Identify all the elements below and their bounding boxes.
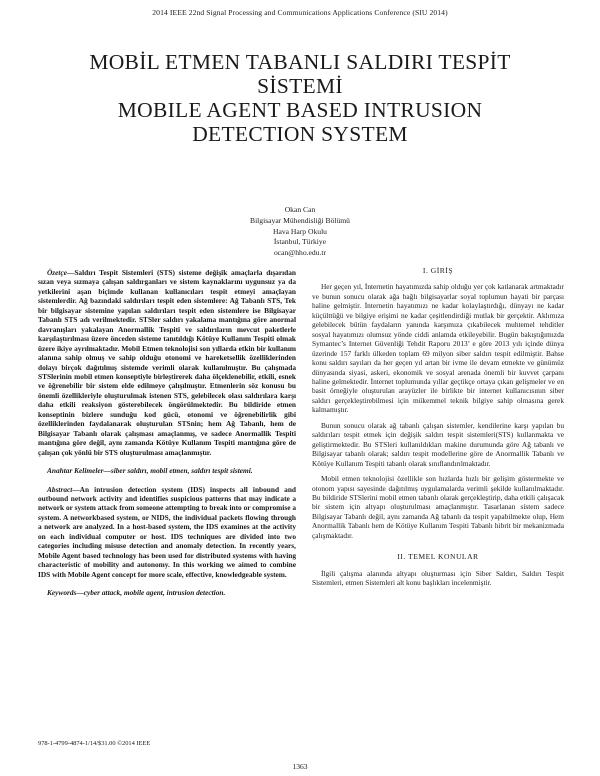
keywords-tr <box>38 466 296 475</box>
keywords-tr-label: Anahtar Kelimeler <box>47 466 104 476</box>
abstract-tr <box>38 268 296 457</box>
author-name: Okan Can <box>284 205 316 214</box>
section-1-paragraph: Bunun sonucu olarak ağ tabanlı çalışan sistemler, kendilerine karşı yapılan bu saldırıları tespit etmek için değişik saldırı tespit sistemleri(STS) kullanmakta ve geliştirmektedir. Bu STSleri kullanıldıkları makine durumunda göre Ağ tabanlı ve Bilgisayar tabanlı olarak; saldırı tespit modellerine göre de Anormallik Tabanlı ve Kötüye Kullanım Tespiti tabanlı olarak sınıflandırılmaktadır. <box>312 420 564 468</box>
footer-copyright: 978-1-4799-4874-1/14/$31.00 ©2014 IEEE <box>38 740 151 747</box>
author-email[interactable]: ocan@hho.edu.tr <box>273 248 327 258</box>
section-1-paragraph: Mobil etmen teknolojisi özellikle son hızlarda hızlı bir gelişim göstermekte ve otonom yapısı sayesinde dağıtılmış uygulamalarda verimli şekilde kullanılmaktadır. Bu bildiride STSlerini mobil etmen tabanlı olarak gerçekleştirip, daha etkili çalışacak bir sistem için altyapı oluşturulması amaçlanmıştır. Tasarlanan sistem sadece Bilgisayar Tabanlı değil, aynı zamanda Ağ tabanlı da tespit yapabilmekte olup, Hem Anormallik Tabanlı hem de Kötüye Kullanım Tespiti Tabanlı hibrit bir mekanizmada çalışmaktadır. <box>312 474 564 540</box>
abstract-tr-label: Özetçe <box>47 268 67 277</box>
keywords-tr-text: —siber saldırı, mobil etmen, saldırı tespit sistemi. <box>103 466 253 476</box>
left-column <box>38 268 296 598</box>
abstract-tr-text: —Saldırı Tespit Sistemleri (STS) sisteme değişik amaçlarla dışarıdan sızan veya sızmaya çalışan saldırganları ve sistem kaynaklarını uygunsuz ya da yetkilerini aşan biçimde kullanan kullanıcıları tespit etmeyi amaçlayan sistemlerdir. Ağ bazındaki saldırıları tespit eden sistemlere: Ağ Tabanlı STS, Tek bir bilgisayar sistemine yapılan saldırıları tespit eden sistemlere ise Bilgisayar Tabanlı STS adı verilmektedir. STSler saldırı yakalama mantığına göre anormal davranışları yakalayan Anormallik Tespiti ve saldırıların mevcut paketlerle karşılaştırılması üzere önceden sisteme tanıtıldığı Kötüye Kullanım Tespiti olmak üzere ikiye ayrılmaktadır. Mobil Etmen teknolojisi son yıllarda etkin bir kullanım alanına sahip olmuş ve sahip olduğu otonomi ve hareketsellik özelliklerinden dolayı birçok dağıtılmış sistemde verimli olarak kullanılmıştır. Bu çalışmada STSlerinin mobil etmen konseptiyle birleştirerek daha ölçeklenebilir, etkili, esnek ve öğrenebilir bir sistem elde edilmeye çalışılmıştır. Etmenlerin söz konusu bu önemli özellikleriyle oluşturulmak istenen STS, gelebilecek olası saldırılara karşı daha etkili reaksiyon gösterebilecek öngörülmektedir. Bu bildiride etmen konseptinin bizlere sunduğu kod gücü, otonomi ve öğrenebilirlik gibi özelliklerinden faydalanarak oluşturulan STSnin; hem Ağ Tabanlı, hem de Bilgisayar Tabanlı olarak çalışması amaçlanmış, ve sadece Anormallik Tespiti mantığına göre değil, aynı zamanda Kötüye Kullanım Tespiti mantığına göre de çalışan çok yönlü bir STS oluşturulması amaçlanmıştır. <box>38 268 296 457</box>
title-en-line-2: DETECTION SYSTEM <box>192 122 408 146</box>
section-2-heading: II. TEMEL KONULAR <box>397 552 479 562</box>
author-city: İstanbul, Türkiye <box>273 237 327 247</box>
title-tr-line-2: SİSTEMİ <box>257 74 343 98</box>
title-en-line-1: MOBILE AGENT BASED INTRUSION <box>117 98 483 122</box>
author-school: Hava Harp Okulu <box>273 226 327 236</box>
section-1-heading: I. GİRİŞ <box>422 266 454 275</box>
paper-title <box>0 50 600 146</box>
section-2-paragraph: İlgili çalışma alanında altyapı oluşturması için Siber Saldırı, Saldırı Tespit Sistemleri, etmen Sistemleri alt konu başlıkları incelenmiştir. <box>312 568 564 588</box>
page-number: 1363 <box>292 762 308 771</box>
title-tr-line-1: MOBİL ETMEN TABANLI SALDIRI TESPİT <box>89 50 511 74</box>
abstract-en-text: —An intrusion detection system (IDS) inspects all inbound and outbound network activity and identifies suspicious patterns that may indicate a network or system attack from someone attempting to break into or compromise a system. A networkbased system, or NIDS, the individual packets flowing through a network are analyzed. In a host-based system, the IDS examines at the activity on each individual computer or host. IDS techniques are divided into two categories including misuse detection and anomaly detection. In recently years, Mobile Agent based technology has been used for distributed systems with having characteristic of mobility and autonomy. In this working we aimed to combine IDS with Mobile Agent concept for more scale, effective, knowledgeable system. <box>38 484 296 579</box>
keywords-en-text: —cyber attack, mobile agent, intrusion detection. <box>76 588 226 598</box>
conference-header: 2014 IEEE 22nd Signal Processing and Communications Applications Conference (SIU 2014) <box>152 8 448 17</box>
keywords-en-label: Keywords <box>47 588 77 598</box>
section-1-paragraph: Her geçen yıl, İnternetin hayatımızda sahip olduğu yer çok katlanarak artmaktadır ve bunun sonucu olarak ağa bağlı bilgisayarlar soyal toplumun hayati bir parçası haline gelmiştir. İnternetin hayatımızı ne kadar kolaylaştırdığı, dünyayı ne kadar küçülttüğü ve bilgiye erişimi ne kadar çeşitlendirdiği mutlak bir gerçektir. Aklımıza gelebilecek bütün faydaların yanında karşımıza çıkabilecek muhtemel tehditler sosyal hayatımızı olumsuz yönde ciddi anlamda etkileyebilir. Bugün bakıştığımızda Symantec’s Internet Güvenliği Tehdit Raporu 2013’ e göre 2013 yılı içinde dünya üzerinde 157 farklı ülkeden toplam 69 milyon siber saldırı tespit edilmiştir. Bahse konu saldırı sayıları da her geçen yıl artan bir ivme ile devam etmekte ve günümüz dünyasında siyasi, askeri, ekonomik ve sosyal arenada önemli bir kuvvet çarpanı haline gelmektedir. İnternet toplumunda yıllar geçtikçe ortaya çıkan gelişmeler ve en basit örneğiyle oluşturulan arayüzler ile birlikte bir internet kullanıcısının siber saldırı gerçekleştirebilmesi için mükemmel teknik bilgiye sahip olmasına gerek kalmamıştır. <box>312 282 564 415</box>
right-column <box>312 266 564 588</box>
author-block <box>0 205 600 259</box>
keywords-en <box>38 588 296 597</box>
abstract-en <box>38 485 296 580</box>
abstract-en-label: Abstract <box>47 484 73 494</box>
author-department: Bilgisayar Mühendisliği Bölümü <box>250 215 350 225</box>
